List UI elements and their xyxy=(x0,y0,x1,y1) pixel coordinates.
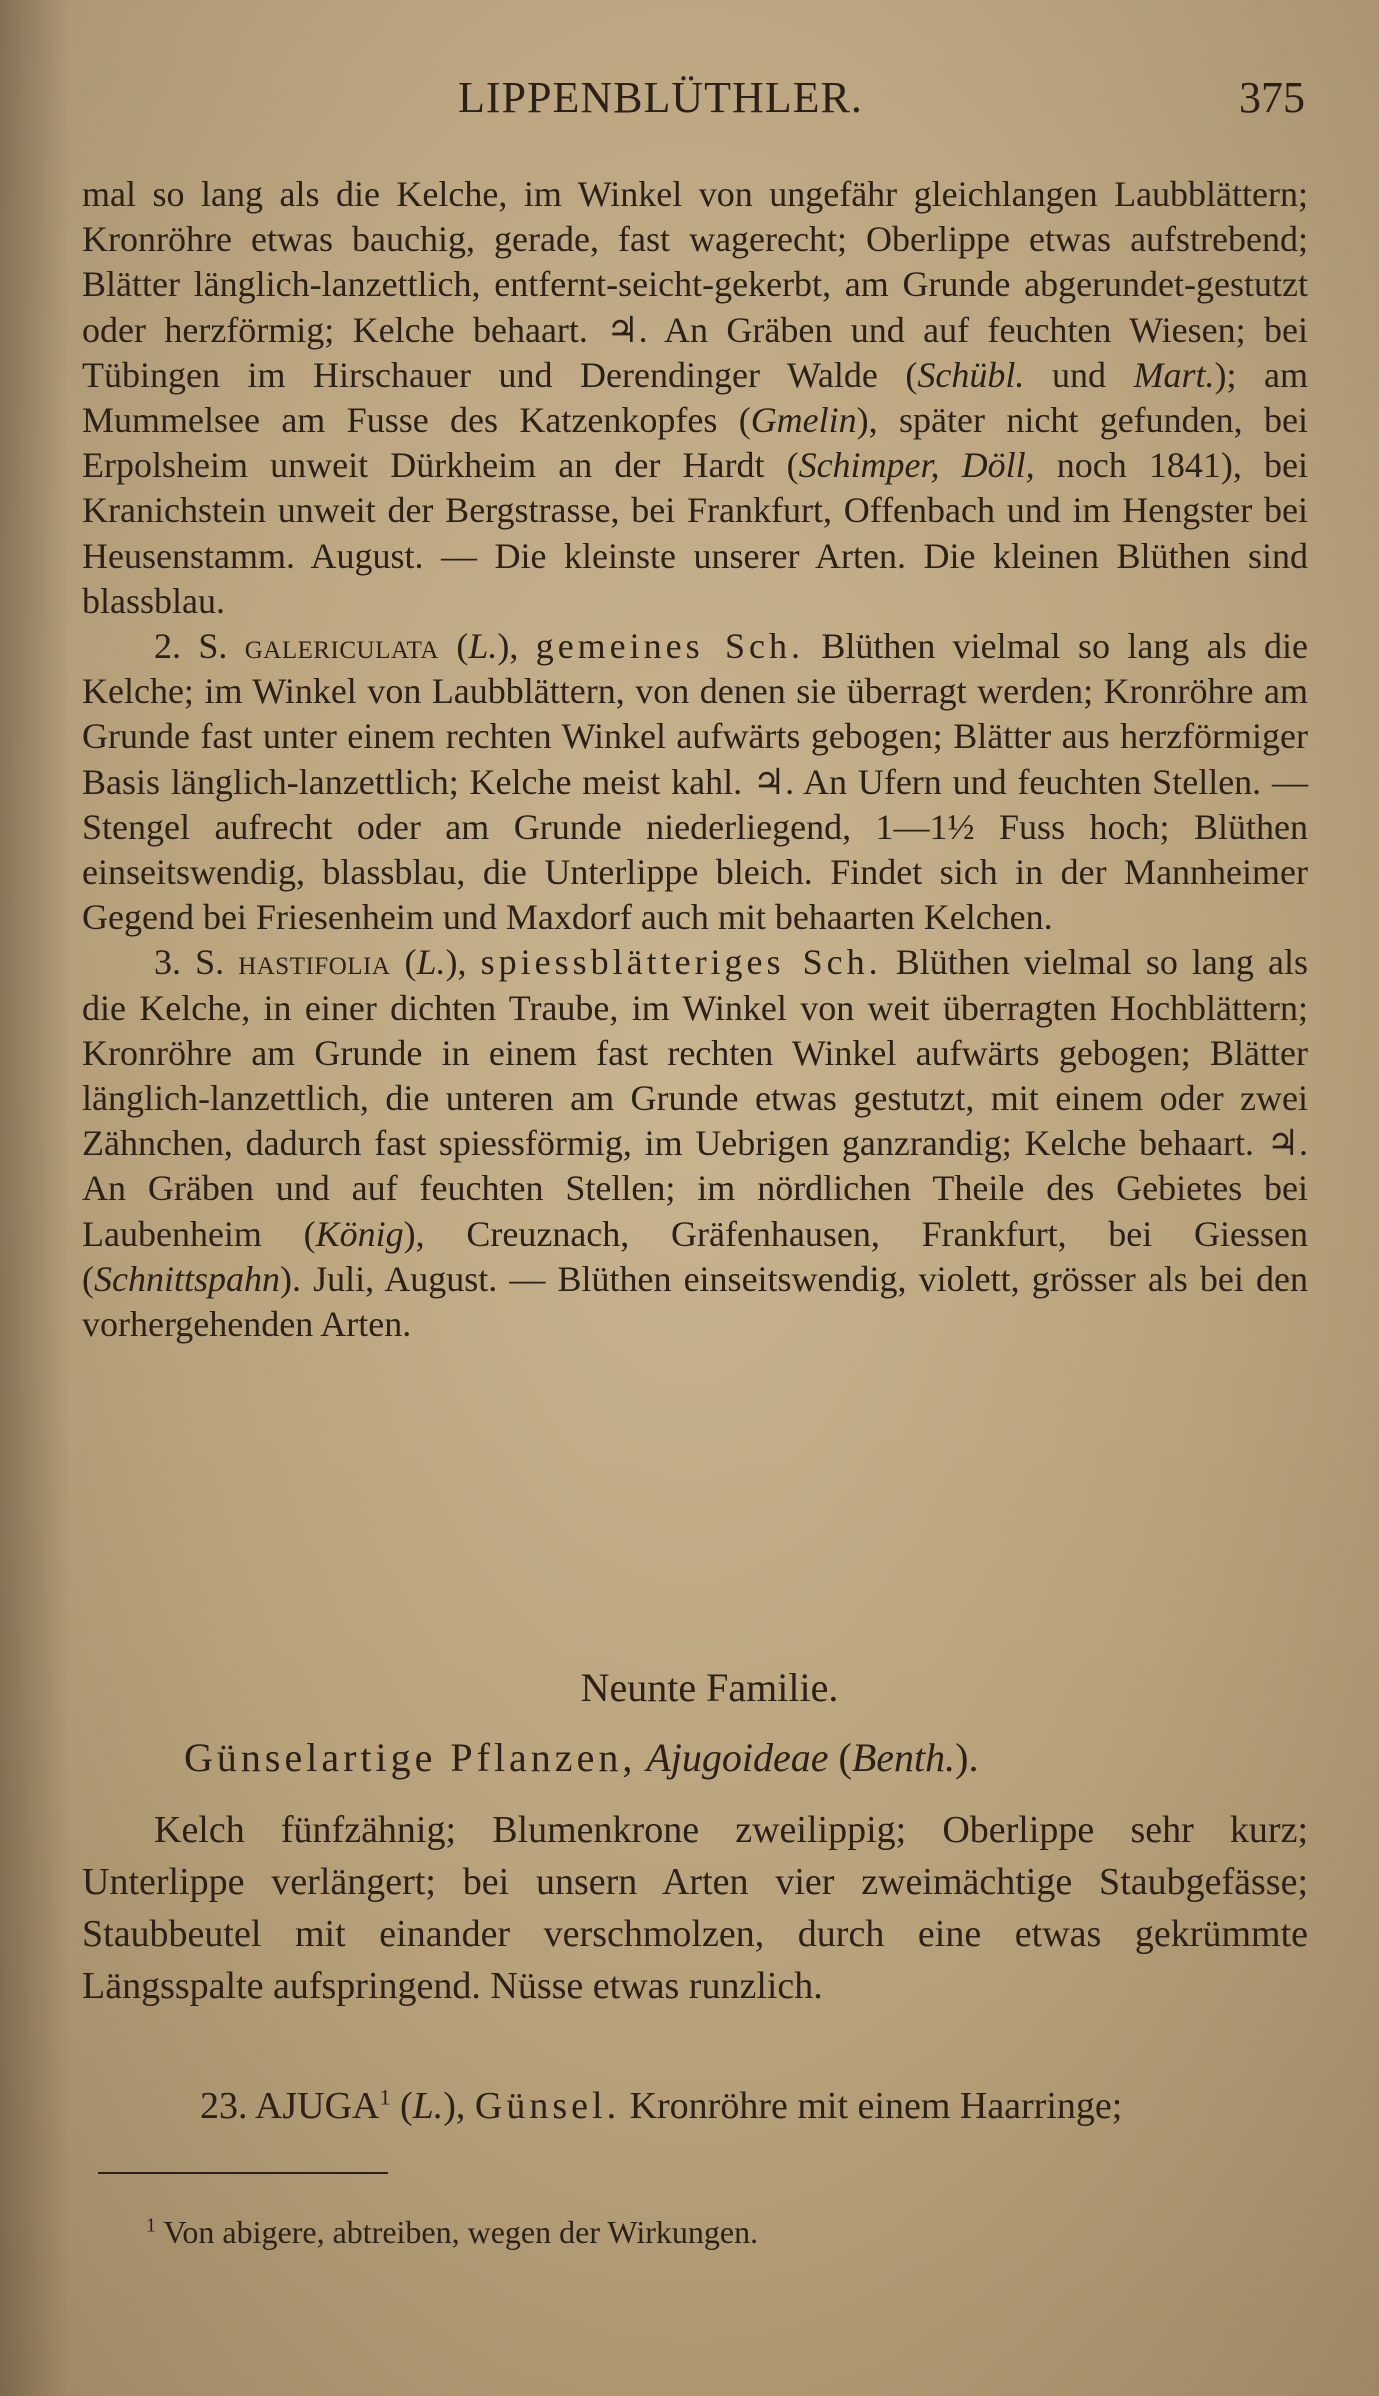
footnote-reference: 1 xyxy=(379,2084,391,2110)
page-header xyxy=(80,72,1319,132)
family-description: Kelch fünfzähnig; Blumenkrone zweilippig; Oberlippe sehr kurz; Unterlippe verlängert; bei unsern Arten vier zweimächtige Staubgefässe; Staubbeutel mit einander verschmolzen, durch eine etwas gekrümmte Längsspalte aufspringend. Nüsse etwas runzlich. xyxy=(82,1809,1308,2007)
common-name: spiessblätteriges Sch. xyxy=(480,942,882,983)
genus-name: AJUGA xyxy=(254,2085,380,2127)
family-number-heading: Neunte Familie. xyxy=(580,1665,839,1710)
species-name: hastifolia xyxy=(238,942,391,983)
running-title: LIPPENBLÜTHLER. xyxy=(458,73,863,122)
footnote-divider xyxy=(98,2172,388,2174)
genus-entry: 23. AJUGA$^1$ (L.), Günsel. Kronröhre mit einem Haarringe; xyxy=(200,2084,1123,2127)
footnote: $^1$ Von abigere, abtreiben, wegen der Wirkungen. xyxy=(146,2214,759,2250)
species-entry-galericulata: 2. S. galericulata (L.), gemeines Sch. Blüthen vielmal so lang als die Kelche; im Winkel von Laubblättern, von denen sie überragt werden; Kronröhre am Grunde fast unter einem rechten Winkel aufwärts gebogen; Blätter aus herzförmiger Basis länglich-lanzettlich; Kelche meist kahl. ♃. An Ufern und feuchten Stellen. — Stengel aufrecht oder am Grunde niederliegend, 1—1½ Fuss hoch; Blüthen einseitswendig, blassblau, die Unterlippe bleich. Findet sich in der Mannheimer Gegend bei Friesenheim und Maxdorf auch mit behaarten Kelchen. xyxy=(82,626,1308,938)
paragraph-continuation: mal so lang als die Kelche, im Winkel von ungefähr gleichlangen Laubblättern; Kronröhre etwas bauchig, gerade, fast wagerecht; Oberlippe etwas aufstrebend; Blätter länglich-lanzettlich, entfernt-seicht-gekerbt, am Grunde abgerundet-gestutzt oder herzförmig; Kelche behaart. ♃. An Gräben und auf feuchten Wiesen; bei Tübingen im Hirschauer und Derendinger Walde (Schübl. und Mart.); am Mummelsee am Fusse des Katzenkopfes (Gmelin), später nicht gefunden, bei Erpolsheim unweit Dürkheim an der Hardt (Schimper, Döll, noch 1841), bei Kranichstein unweit der Bergstrasse, bei Frankfurt, Offenbach und im Hengster bei Heusenstamm. August. — Die kleinste unserer Arten. Die kleinen Blüthen sind blassblau. xyxy=(82,174,1309,621)
species-entry-hastifolia: 3. S. hastifolia (L.), spiessblätteriges Sch. Blüthen vielmal so lang als die Kelche, in einer dichten Traube, im Winkel von weit überragten Hochblättern; Kronröhre am Grunde in einem fast rechten Winkel aufwärts gebogen; Blätter länglich-lanzettlich, die unteren am Grunde etwas gestutzt, mit einem oder zwei Zähnchen, dadurch fast spiessförmig, im Uebrigen ganzrandig; Kelche behaart. ♃. An Gräben und auf feuchten Stellen; im nördlichen Theile des Gebietes bei Laubenheim (König), Creuznach, Gräfenhausen, Frankfurt, bei Giessen (Schnittspahn). Juli, August. — Blüthen einseitswendig, violett, grösser als bei den vorhergehenden Arten. xyxy=(82,942,1308,1345)
species-name: galericulata xyxy=(244,626,439,667)
family-name-heading: Günselartige Pflanzen, Ajugoideae (Benth.). xyxy=(184,1735,979,1780)
common-name: gemeines Sch. xyxy=(535,626,804,667)
page-number: 375 xyxy=(1239,73,1305,122)
main-text xyxy=(82,172,1308,1347)
